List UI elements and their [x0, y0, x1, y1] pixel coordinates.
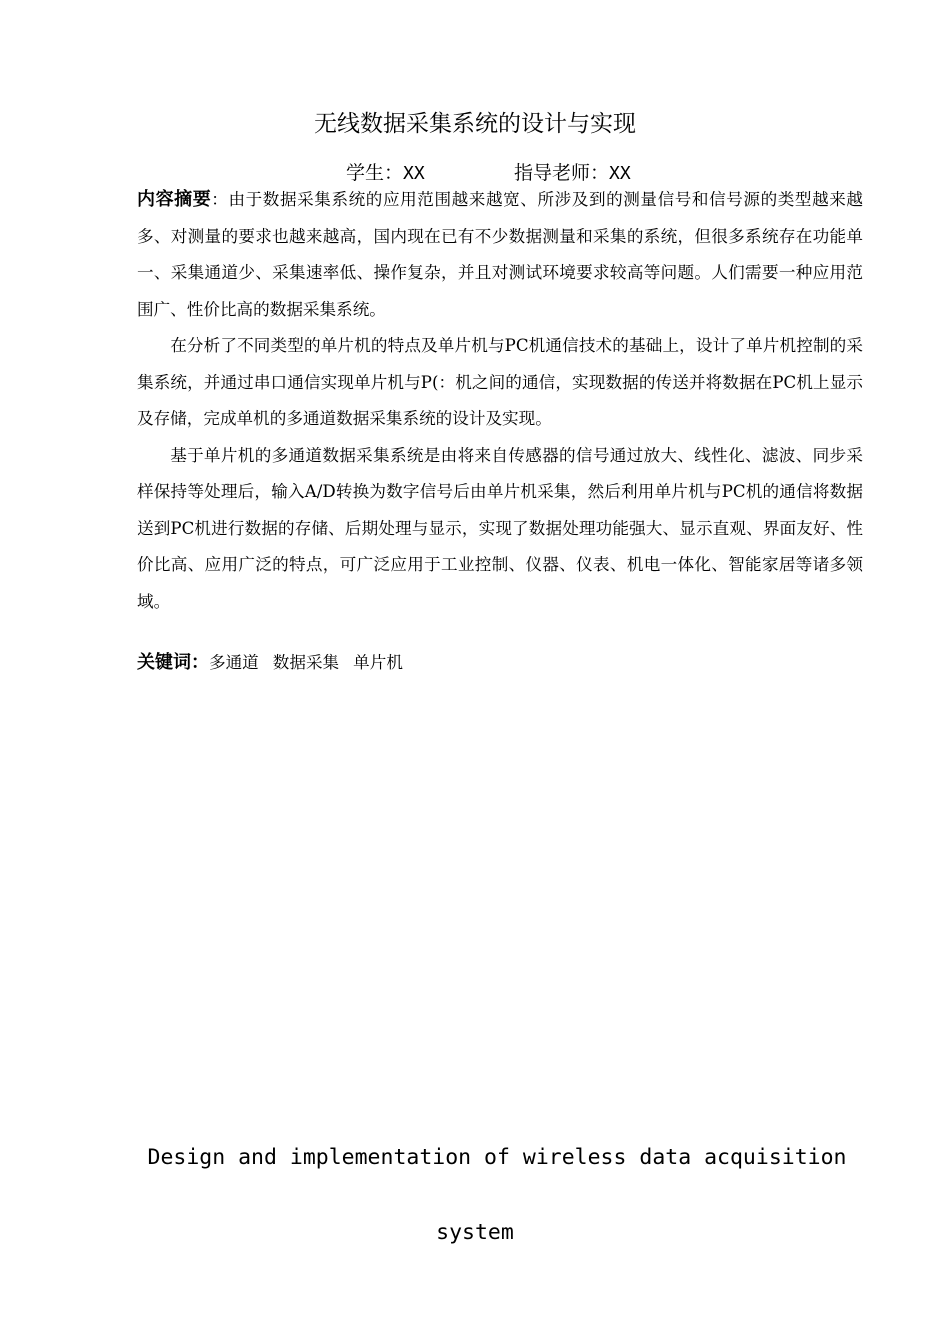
- keywords-label: 关键词：: [137, 652, 209, 673]
- student-label: 学生：: [346, 162, 404, 184]
- student-value: XX: [403, 163, 425, 184]
- abstract: [137, 182, 863, 620]
- advisor-value: XX: [609, 163, 631, 184]
- abstract-paragraph-3: 基于单片机的多通道数据采集系统是由将来自传感器的信号通过放大、线性化、滤波、同步采样保持等处理后，输入A/D转换为数字信号后由单片机采集，然后利用单片机与PC机的通信将数据送到PC机进行数据的存储、后期处理与显示，实现了数据处理功能强大、显示直观、界面友好、性价比高、应用广泛的特点，可广泛应用于工业控制、仪器、仪表、机电一体化、智能家居等诸多领域。: [137, 445, 863, 611]
- abstract-separator: ：: [211, 190, 229, 209]
- abstract-paragraph-2: 在分析了不同类型的单片机的特点及单片机与PC机通信技术的基础上，设计了单片机控制的采集系统，并通过串口通信实现单片机与P(：机之间的通信，实现数据的传送并将数据在PC机上显示及存储，完成单机的多通道数据采集系统的设计及实现。: [137, 336, 863, 428]
- abstract-label: 内容摘要: [137, 189, 212, 210]
- english-title-line-1: Design and implementation of wireless data acquisition: [147, 1145, 847, 1170]
- abstract-paragraph-1: [137, 182, 863, 328]
- english-title-line-2: system: [436, 1220, 514, 1245]
- advisor-label: 指导老师：: [514, 162, 610, 184]
- document-title: 无线数据采集系统的设计与实现: [314, 111, 636, 137]
- keyword-item: 数据采集: [272, 653, 340, 672]
- abstract-text-1: 由于数据采集系统的应用范围越来越宽、所涉及到的测量信号和信号源的类型越来越多、对测量的要求也越来越高，国内现在已有不少数据测量和采集的系统，但很多系统存在功能单一、采集通道少、采集速率低、操作复杂，并且对测试环境要求较高等问题。人们需要一种应用范围广、性价比高的数据采集系统。: [137, 190, 864, 319]
- keyword-item: 单片机: [353, 653, 403, 672]
- keywords: [137, 647, 417, 679]
- keyword-item: 多通道: [209, 653, 259, 672]
